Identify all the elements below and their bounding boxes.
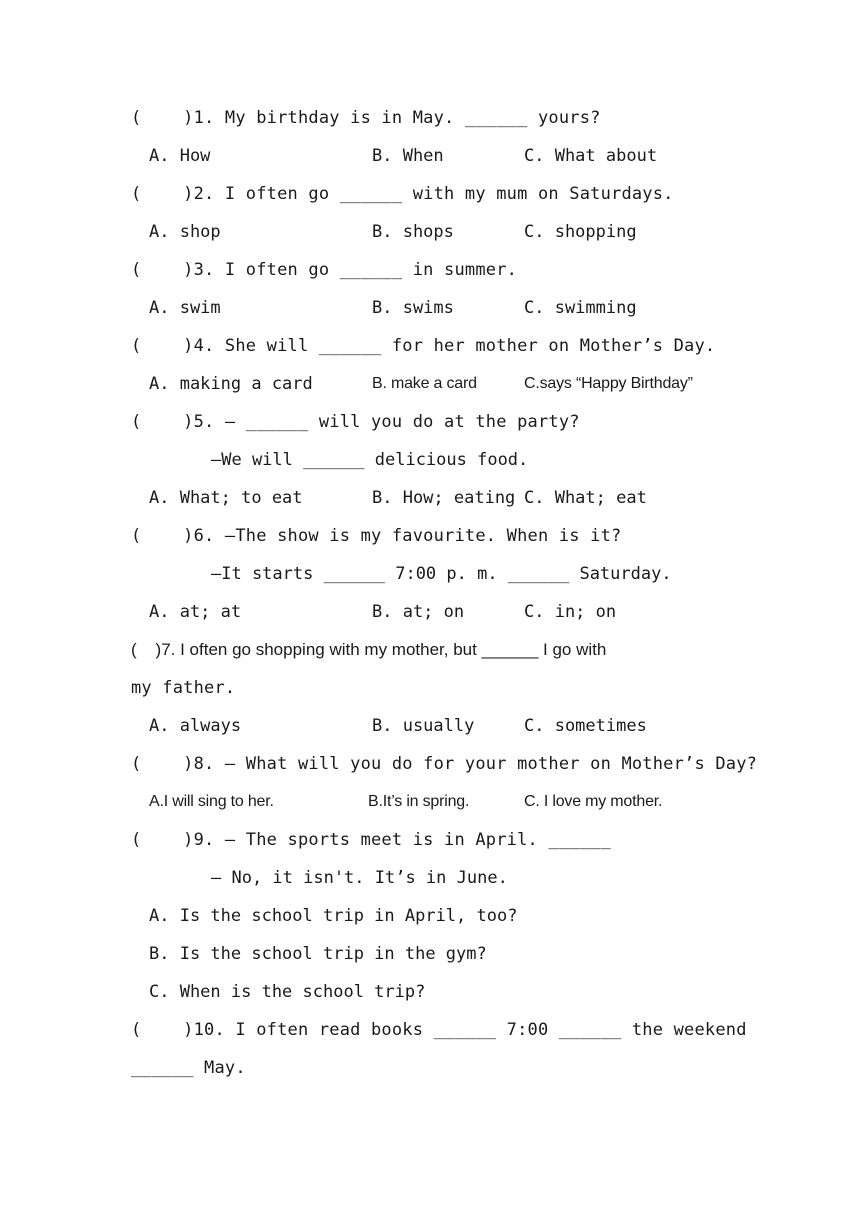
question-2-option-a: A. shop xyxy=(149,222,221,242)
question-8-option-b: B.It’s in spring. xyxy=(368,793,470,810)
question-5-reply: —We will ______ delicious food. xyxy=(211,450,529,470)
question-9-option-b: B. Is the school trip in the gym? xyxy=(149,944,487,964)
question-3-option-c: C. swimming xyxy=(524,298,637,318)
question-1-option-b: B. When xyxy=(372,146,444,166)
question-7-option-c: C. sometimes xyxy=(524,716,647,736)
question-6-option-c: C. in; on xyxy=(524,602,617,622)
question-10-stem-continued: ______ May. xyxy=(131,1058,246,1078)
question-5-option-b: B. How; eating xyxy=(372,488,516,508)
question-6-option-b: B. at; on xyxy=(372,602,465,622)
question-1-stem: ( )1. My birthday is in May. ______ yours? xyxy=(131,108,601,128)
question-4-option-c: C.says “Happy Birthday” xyxy=(524,375,693,392)
question-4-option-b: B. make a card xyxy=(372,375,477,392)
question-5-option-a: A. What; to eat xyxy=(149,488,303,508)
question-8-stem: ( )8. — What will you do for your mother on Mother’s Day? xyxy=(131,754,758,774)
question-9-option-a: A. Is the school trip in April, too? xyxy=(149,906,518,926)
question-3-option-b: B. swims xyxy=(372,298,454,318)
question-8-option-c: C. I love my mother. xyxy=(524,793,663,810)
question-9-reply: — No, it isn't. It’s in June. xyxy=(211,868,508,888)
question-6-reply: —It starts ______ 7:00 p. m. ______ Saturday. xyxy=(211,564,672,584)
question-1-option-c: C. What about xyxy=(524,146,658,166)
question-9-option-c: C. When is the school trip? xyxy=(149,982,426,1002)
question-7-stem-continued: my father. xyxy=(131,678,236,698)
question-7-stem: ( )7. I often go shopping with my mother, but ______ I go with xyxy=(131,640,607,659)
question-4-stem: ( )4. She will ______ for her mother on Mother’s Day. xyxy=(131,336,716,356)
question-6-stem: ( )6. —The show is my favourite. When is it? xyxy=(131,526,622,546)
question-5-option-c: C. What; eat xyxy=(524,488,647,508)
question-9-stem: ( )9. — The sports meet is in April. ______ xyxy=(131,830,612,850)
question-2-stem: ( )2. I often go ______ with my mum on Saturdays. xyxy=(131,184,674,204)
question-8-option-a: A.I will sing to her. xyxy=(149,793,274,810)
question-2-option-b: B. shops xyxy=(372,222,454,242)
question-10-stem: ( )10. I often read books ______ 7:00 ______ the weekend xyxy=(131,1020,747,1040)
question-1-option-a: A. How xyxy=(149,146,211,166)
question-6-option-a: A. at; at xyxy=(149,602,242,622)
question-7-option-b: B. usually xyxy=(372,716,475,736)
question-3-stem: ( )3. I often go ______ in summer. xyxy=(131,260,518,280)
question-2-option-c: C. shopping xyxy=(524,222,637,242)
question-7-option-a: A. always xyxy=(149,716,242,736)
question-5-stem: ( )5. — ______ will you do at the party? xyxy=(131,412,580,432)
question-4-option-a: A. making a card xyxy=(149,374,313,394)
question-3-option-a: A. swim xyxy=(149,298,221,318)
